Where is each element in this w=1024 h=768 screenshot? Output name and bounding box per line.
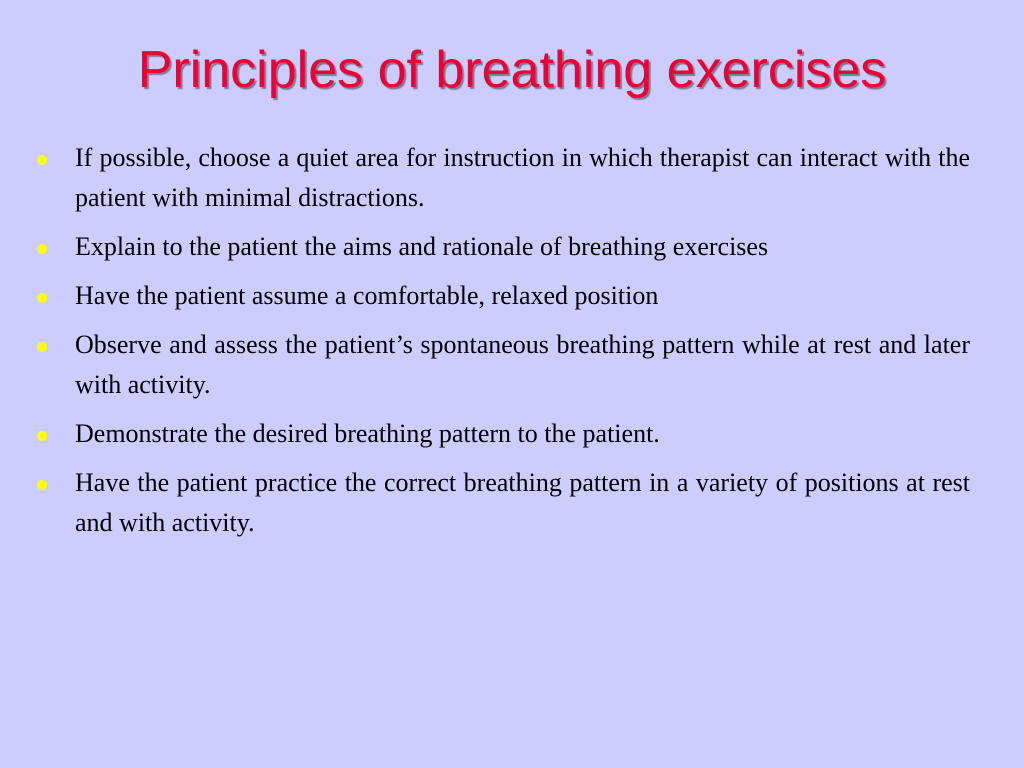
bullet-dot-icon (37, 480, 47, 490)
bullet-dot-icon (37, 293, 47, 303)
bullet-dot-icon (37, 342, 47, 352)
slide-title: Principles of breathing exercises (137, 41, 887, 99)
bullet-text: Have the patient assume a comfortable, relaxed position (75, 281, 659, 310)
bullet-dot-icon (37, 244, 47, 254)
bullet-text: Have the patient practice the correct breathing pattern in a variety of positions at rest and with activity. (75, 468, 970, 537)
bullet-item (36, 138, 970, 218)
bullet-item (36, 463, 970, 543)
bullet-list (36, 138, 970, 552)
bullet-dot-icon (37, 431, 47, 441)
bullet-text: If possible, choose a quiet area for instruction in which therapist can interact with the patient with minimal distractions. (75, 143, 970, 212)
bullet-text: Demonstrate the desired breathing pattern to the patient. (75, 419, 660, 448)
bullet-item (36, 325, 970, 405)
bullet-item (36, 414, 970, 454)
bullet-item (36, 276, 970, 316)
bullet-dot-icon (37, 155, 47, 165)
bullet-item (36, 227, 970, 267)
bullet-text: Observe and assess the patient’s spontaneous breathing pattern while at rest and later with activity. (75, 330, 970, 399)
bullet-text: Explain to the patient the aims and rationale of breathing exercises (75, 232, 769, 261)
